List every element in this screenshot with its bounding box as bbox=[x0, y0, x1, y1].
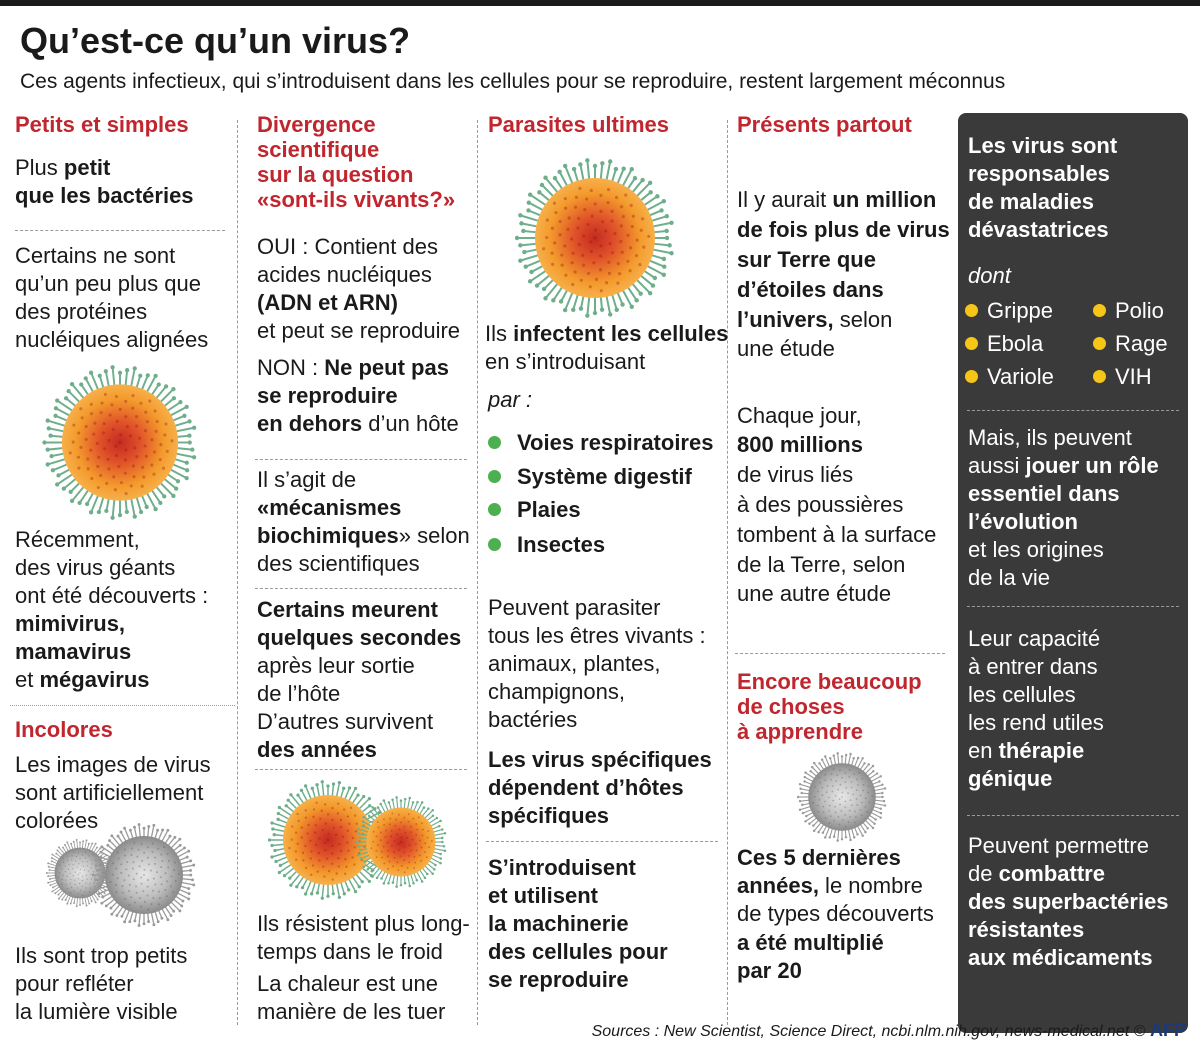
list-item: Voies respiratoires bbox=[488, 429, 713, 457]
page-title: Qu’est-ce qu’un virus? bbox=[20, 20, 411, 61]
text-line: de virus liés bbox=[737, 462, 854, 487]
text-line: une autre étude bbox=[737, 581, 892, 606]
divider bbox=[967, 410, 1179, 411]
sources-credit bbox=[592, 1020, 1186, 1041]
text-line: mimivirus, bbox=[15, 611, 126, 636]
text-line: Récemment, bbox=[15, 527, 140, 552]
text-line: nucléiques alignées bbox=[15, 327, 209, 352]
virus-orange-illustration bbox=[355, 796, 447, 888]
text-line: tous les êtres vivants : bbox=[488, 623, 706, 648]
top-bar bbox=[0, 0, 1200, 6]
text-line: les cellules bbox=[968, 682, 1076, 707]
green-bullet-icon bbox=[488, 470, 501, 483]
text-line: par 20 bbox=[737, 958, 802, 983]
text-line: se reproduire bbox=[257, 383, 398, 408]
virus-grey-illustration bbox=[797, 752, 887, 842]
text-line: temps dans le froid bbox=[257, 939, 443, 964]
text-line: Mais, ils peuvent bbox=[968, 425, 1132, 450]
column-divider bbox=[477, 120, 478, 1025]
text-line: bactéries bbox=[488, 707, 578, 732]
text-line: Ils infectent les cellules bbox=[485, 321, 729, 346]
heading-divergence: scientifique bbox=[257, 137, 380, 162]
heading-presents-partout: Présents partout bbox=[737, 112, 912, 137]
heading-incolores: Incolores bbox=[15, 717, 113, 742]
text-line: après leur sortie bbox=[257, 653, 415, 678]
disease-item: Ebola bbox=[965, 330, 1043, 358]
list-item: Plaies bbox=[488, 496, 581, 524]
text-line: Certains ne sont bbox=[15, 243, 176, 268]
text-line: de combattre bbox=[968, 861, 1105, 886]
text-line: essentiel dans bbox=[968, 481, 1120, 506]
divider bbox=[10, 705, 235, 706]
text-line: la lumière visible bbox=[15, 999, 178, 1024]
text-line: champignons, bbox=[488, 679, 625, 704]
text-line: NON : Ne peut pas bbox=[257, 355, 449, 380]
yellow-bullet-icon bbox=[1093, 304, 1106, 317]
divider bbox=[255, 459, 467, 460]
text-line: Ils résistent plus long- bbox=[257, 911, 470, 936]
text-line: des superbactéries bbox=[968, 889, 1169, 914]
afp-logo: AFP bbox=[1150, 1020, 1186, 1040]
text-line: années, le nombre bbox=[737, 873, 923, 898]
text-line: dépendent d’hôtes bbox=[488, 775, 684, 800]
sources-text: Sources : New Scientist, Science Direct, ncbi.nlm.nih.gov, news-medical.net bbox=[591, 1023, 1130, 1040]
green-bullet-icon bbox=[488, 436, 501, 449]
text-line: l’univers, selon bbox=[737, 307, 893, 332]
text-line: Les virus spécifiques bbox=[488, 747, 712, 772]
text-line: Certains meurent bbox=[257, 597, 438, 622]
yellow-bullet-icon bbox=[965, 370, 978, 383]
text-line: des années bbox=[257, 737, 377, 762]
text-line: OUI : Contient des bbox=[257, 234, 438, 259]
text-line: de fois plus de virus bbox=[737, 217, 950, 242]
heading-encore-beaucoup: à apprendre bbox=[737, 719, 863, 744]
text-line: une étude bbox=[737, 336, 835, 361]
disease-item: Rage bbox=[1093, 330, 1168, 358]
copyright-symbol: © bbox=[1133, 1023, 1146, 1040]
text-line: se reproduire bbox=[488, 967, 629, 992]
heading-encore-beaucoup: Encore beaucoup bbox=[737, 669, 922, 694]
text-line: Peuvent parasiter bbox=[488, 595, 661, 620]
text-line: (ADN et ARN) bbox=[257, 290, 398, 315]
green-bullet-icon bbox=[488, 503, 501, 516]
panel-heading: Les virus sont bbox=[968, 133, 1118, 158]
text-line: colorées bbox=[15, 808, 99, 833]
text-line: Peuvent permettre bbox=[968, 833, 1149, 858]
text-line: et mégavirus bbox=[15, 667, 150, 692]
text-line: Il y aurait un million bbox=[737, 187, 937, 212]
panel-heading: responsables bbox=[968, 161, 1110, 186]
heading-divergence: «sont-ils vivants?» bbox=[257, 187, 456, 212]
green-bullet-icon bbox=[488, 538, 501, 551]
text-line: résistantes bbox=[968, 917, 1085, 942]
text-line: de la vie bbox=[968, 565, 1050, 590]
heading-divergence: Divergence bbox=[257, 112, 376, 137]
text-line: Ils sont trop petits bbox=[15, 943, 188, 968]
text-line: Plus petit bbox=[15, 155, 111, 180]
text-line: sont artificiellement bbox=[15, 780, 204, 805]
text-line: pour refléter bbox=[15, 971, 134, 996]
text-line: acides nucléiques bbox=[257, 262, 432, 287]
text-line: et utilisent bbox=[488, 883, 599, 908]
text-line: en dehors d’un hôte bbox=[257, 411, 459, 436]
text-line: que les bactéries bbox=[15, 183, 194, 208]
text-line: d’étoiles dans bbox=[737, 277, 884, 302]
text-line: tombent à la surface bbox=[737, 522, 937, 547]
disease-item: Grippe bbox=[965, 297, 1053, 325]
text-line: en s’introduisant bbox=[485, 349, 646, 374]
text-line: de types découverts bbox=[737, 901, 934, 926]
list-item: Système digestif bbox=[488, 463, 692, 491]
text-line: quelques secondes bbox=[257, 625, 462, 650]
text-line: la machinerie bbox=[488, 911, 629, 936]
text-line: biochimiques» selon bbox=[257, 523, 470, 548]
text-line: génique bbox=[968, 766, 1053, 791]
text-line: La chaleur est une bbox=[257, 971, 439, 996]
text-line: à des poussières bbox=[737, 492, 904, 517]
text-line: l’évolution bbox=[968, 509, 1078, 534]
text-line: Chaque jour, bbox=[737, 403, 862, 428]
page-subtitle: Ces agents infectieux, qui s’introduisent dans les cellules pour se reproduire, restent largement méconnus bbox=[20, 70, 1006, 93]
text-line: Les images de virus bbox=[15, 752, 211, 777]
text-line: qu’un peu plus que bbox=[15, 271, 201, 296]
text-line: et peut se reproduire bbox=[257, 318, 461, 343]
divider bbox=[735, 653, 945, 654]
text-line: mamavirus bbox=[15, 639, 132, 664]
text-line: des virus géants bbox=[15, 555, 176, 580]
virus-grey-illustration bbox=[92, 823, 196, 927]
text-line: D’autres survivent bbox=[257, 709, 434, 734]
text-line: de la Terre, selon bbox=[737, 552, 906, 577]
text-line: et les origines bbox=[968, 537, 1104, 562]
panel-heading: de maladies bbox=[968, 189, 1094, 214]
text-line: des scientifiques bbox=[257, 551, 420, 576]
divider bbox=[967, 815, 1179, 816]
heading-divergence: sur la question bbox=[257, 162, 414, 187]
divider bbox=[255, 588, 467, 589]
column-divider bbox=[727, 120, 728, 1025]
text-line: aussi jouer un rôle bbox=[968, 453, 1159, 478]
text-line: Leur capacité bbox=[968, 626, 1101, 651]
virus-orange-illustration bbox=[515, 158, 675, 318]
panel-heading: dévastatrices bbox=[968, 217, 1109, 242]
virus-orange-illustration bbox=[40, 365, 200, 520]
yellow-bullet-icon bbox=[965, 337, 978, 350]
text-line: spécifiques bbox=[488, 803, 610, 828]
yellow-bullet-icon bbox=[1093, 370, 1106, 383]
text-line: de l’hôte bbox=[257, 681, 341, 706]
divider bbox=[15, 230, 225, 231]
disease-item: VIH bbox=[1093, 363, 1152, 391]
text-line: animaux, plantes, bbox=[488, 651, 661, 676]
text-line: a été multiplié bbox=[737, 930, 884, 955]
text-line: à entrer dans bbox=[968, 654, 1098, 679]
divider bbox=[486, 841, 718, 842]
divider bbox=[255, 769, 467, 770]
yellow-bullet-icon bbox=[965, 304, 978, 317]
text-line: S’introduisent bbox=[488, 855, 636, 880]
heading-petits-simples: Petits et simples bbox=[15, 112, 189, 137]
yellow-bullet-icon bbox=[1093, 337, 1106, 350]
text-line: 800 millions bbox=[737, 432, 863, 457]
text-line: «mécanismes bbox=[257, 495, 402, 520]
text-line: par : bbox=[488, 387, 533, 412]
text-line: des protéines bbox=[15, 299, 148, 324]
list-item: Insectes bbox=[488, 531, 605, 559]
heading-parasites: Parasites ultimes bbox=[488, 112, 669, 137]
text-line: en thérapie bbox=[968, 738, 1085, 763]
heading-encore-beaucoup: de choses bbox=[737, 694, 845, 719]
column-divider bbox=[237, 120, 238, 1025]
text-line: les rend utiles bbox=[968, 710, 1104, 735]
text-line: sur Terre que bbox=[737, 247, 876, 272]
text-line: ont été découverts : bbox=[15, 583, 209, 608]
disease-item: Polio bbox=[1093, 297, 1164, 325]
text-line: Il s’agit de bbox=[257, 467, 357, 492]
text-line: manière de les tuer bbox=[257, 999, 446, 1024]
disease-item: Variole bbox=[965, 363, 1054, 391]
text-line: aux médicaments bbox=[968, 945, 1153, 970]
text-line: des cellules pour bbox=[488, 939, 668, 964]
text-line: Ces 5 dernières bbox=[737, 845, 901, 870]
text-line: dont bbox=[968, 263, 1011, 288]
divider bbox=[967, 606, 1179, 607]
